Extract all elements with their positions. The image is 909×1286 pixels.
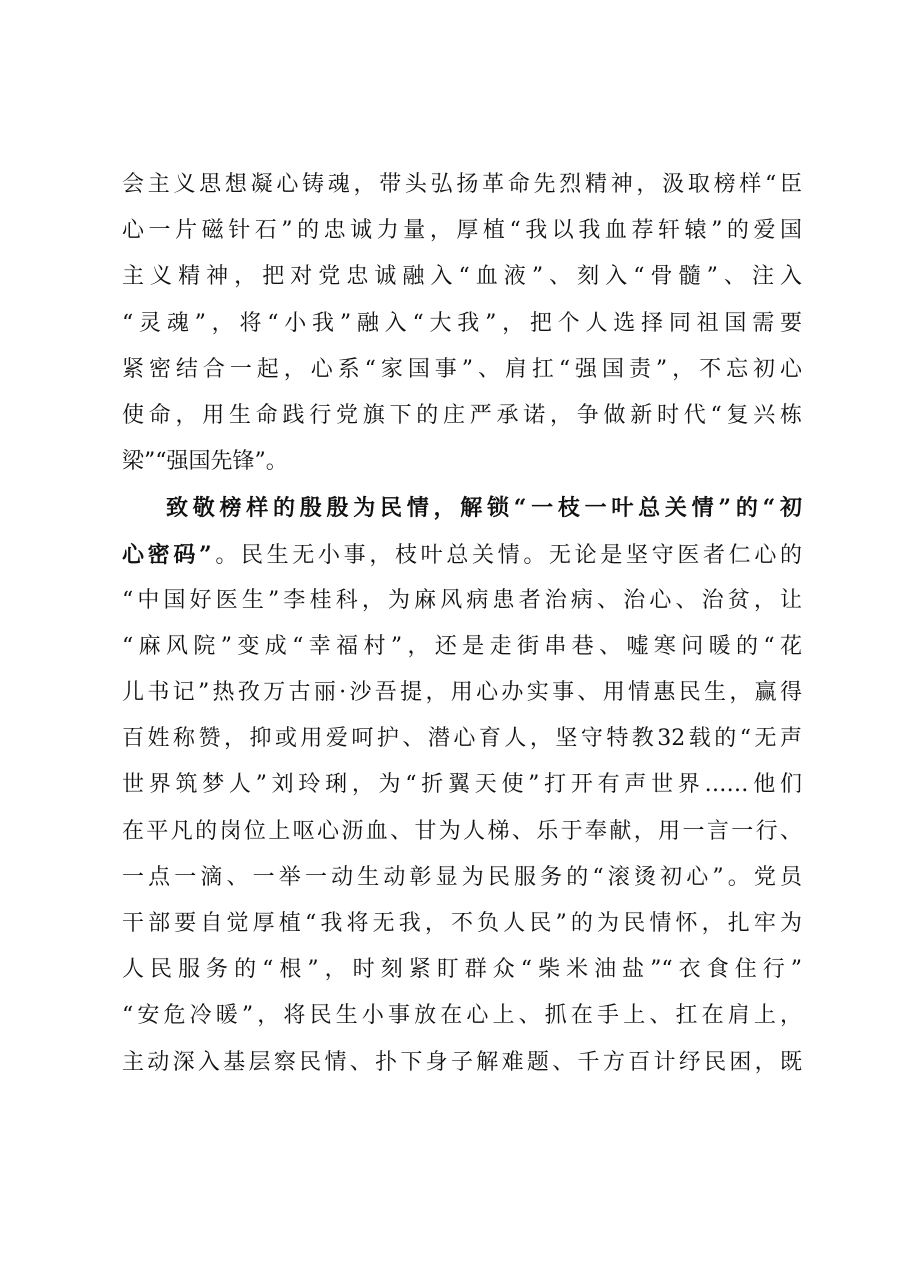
- text-line: 儿书记”热孜万古丽·沙吾提，用心办实事、用情惠民生，赢得: [122, 680, 802, 706]
- text-line: 人民服务的“根”，时刻紧盯群众“柴米油盐”“衣食住行”: [122, 957, 802, 983]
- text-line: 心一片磁针石”的忠诚力量，厚植“我以我血荐轩辕”的爱国: [122, 218, 802, 244]
- text-line: 世界筑梦人”刘玲琍，为“折翼天使”打开有声世界……他们: [122, 772, 802, 798]
- paragraph-2: [122, 485, 802, 1085]
- text-line: 梁”“强国先锋”。: [122, 449, 288, 475]
- paragraph-1: [122, 162, 802, 485]
- text-line: 一点一滴、一举一动生动彰显为民服务的“滚烫初心”。党员: [122, 864, 802, 890]
- text-line: 主动深入基层察民情、扑下身子解难题、千方百计纾民困，既: [122, 1049, 802, 1075]
- text-span: 。民生无小事，枝叶总关情。无论是坚守医者仁心的: [211, 542, 802, 568]
- text-line: “麻风院”变成“幸福村”，还是走街串巷、嘘寒问暖的“花: [122, 633, 802, 659]
- text-line: 干部要自觉厚植“我将无我，不负人民”的为民情怀，扎牢为: [122, 911, 802, 936]
- paragraph-heading-end: 心密码”: [122, 541, 212, 568]
- text-line: 百姓称赞，抑或用爱呵护、潜心育人，坚守特教32载的“无声: [122, 726, 802, 752]
- body-text: [122, 162, 802, 1086]
- text-line: 会主义思想凝心铸魂，带头弘扬革命先烈精神，汲取榜样“臣: [122, 172, 802, 197]
- text-line: [122, 532, 802, 578]
- text-line: 在平凡的岗位上呕心沥血、甘为人梯、乐于奉献，用一言一行、: [122, 818, 802, 844]
- paragraph-heading: 致敬榜样的殷殷为民情，解锁“一枝一叶总关情”的“初: [166, 495, 802, 522]
- text-line: 紧密结合一起，心系“家国事”、肩扛“强国责”，不忘初心: [122, 356, 802, 382]
- text-line: “灵魂”，将“小我”融入“大我”，把个人选择同祖国需要: [122, 310, 802, 336]
- text-line: 主义精神，把对党忠诚融入“血液”、刻入“骨髓”、注入: [122, 264, 802, 290]
- text-line: “安危冷暖”，将民生小事放在心上、抓在手上、扛在肩上，: [122, 1003, 802, 1029]
- text-line: “中国好医生”李桂科，为麻风病患者治病、治心、治贫，让: [122, 587, 802, 613]
- text-line: 使命，用生命践行党旗下的庄严承诺，争做新时代“复兴栋: [122, 402, 802, 428]
